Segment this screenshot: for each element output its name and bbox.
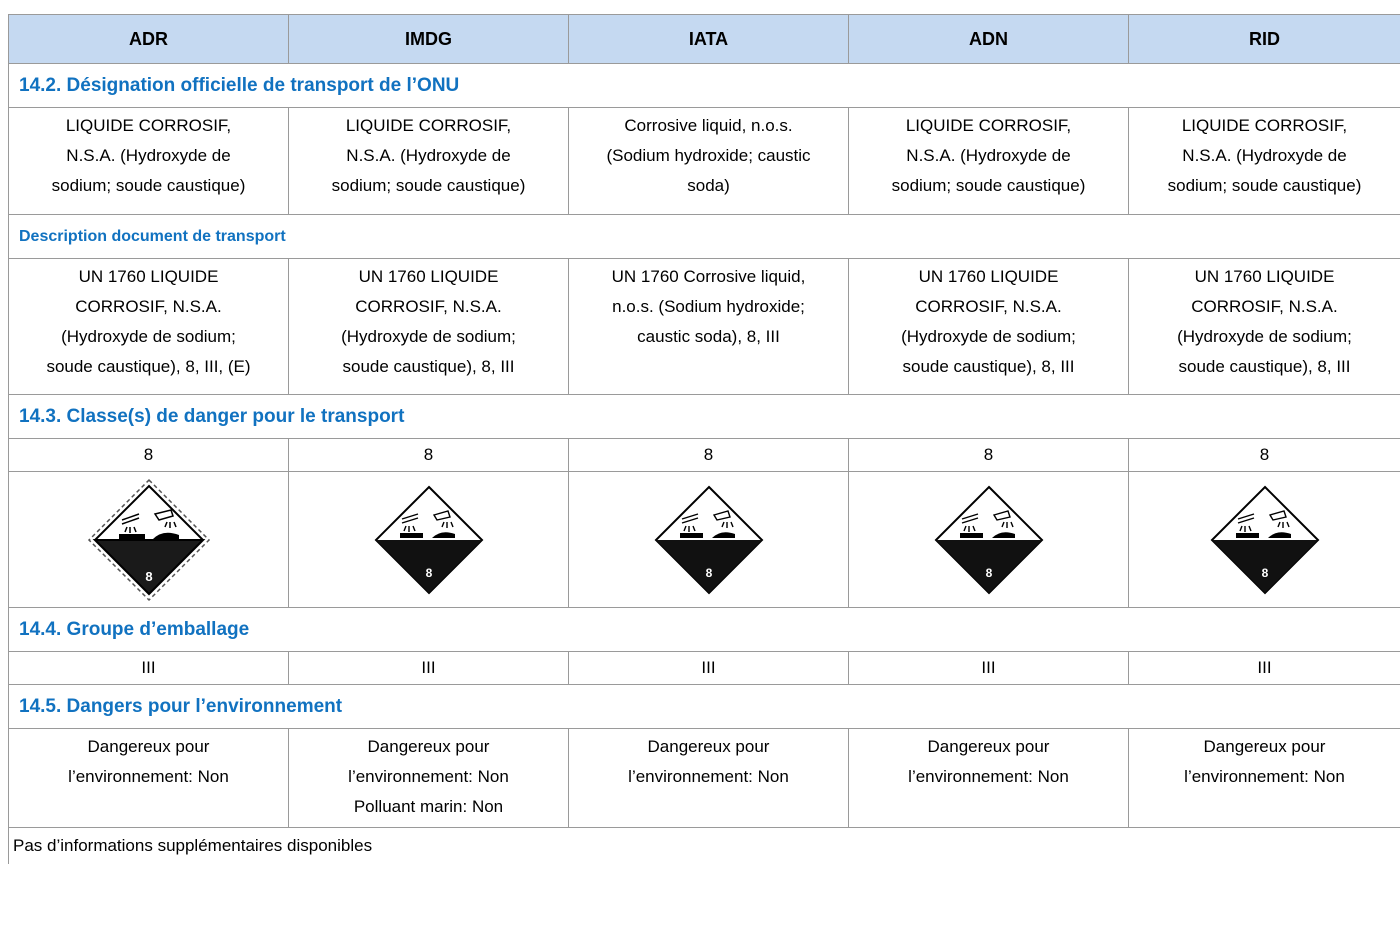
cell-line: (Hydroxyde de sodium;	[1177, 327, 1352, 346]
packing-group-imdg: III	[289, 652, 569, 685]
doc-description-imdg	[289, 259, 569, 395]
hazard-class-adn: 8	[849, 439, 1129, 472]
packing-group-iata: III	[569, 652, 849, 685]
packing-group-rid: III	[1129, 652, 1400, 685]
header-iata: IATA	[569, 15, 849, 64]
cell-line: caustic soda), 8, III	[637, 327, 780, 346]
cell-line: UN 1760 LIQUIDE	[918, 267, 1059, 286]
hazard-label-adr	[9, 472, 289, 608]
cell-line: l’environnement: Non	[908, 767, 1069, 786]
cell-line: LIQUIDE CORROSIF,	[65, 116, 232, 135]
section-title-14-5: 14.5. Dangers pour l’environnement	[9, 685, 1400, 729]
doc-description-row	[9, 259, 1400, 395]
cell-line: (Sodium hydroxide; caustic	[606, 146, 811, 165]
cell-line: CORROSIF, N.S.A.	[915, 297, 1062, 316]
cell-line: Dangereux pour	[87, 737, 210, 756]
cell-line: UN 1760 LIQUIDE	[1194, 267, 1335, 286]
un-name-iata	[569, 108, 849, 215]
hazard-label-imdg	[289, 472, 569, 608]
hazard-label-adn	[849, 472, 1129, 608]
additional-info-note: Pas d’informations supplémentaires disponibles	[9, 828, 1400, 865]
corrosive-placard-icon	[934, 485, 1044, 595]
cell-line: soude caustique), 8, III	[902, 357, 1075, 376]
cell-line: LIQUIDE CORROSIF,	[905, 116, 1072, 135]
hazard-class-iata: 8	[569, 439, 849, 472]
cell-line: n.o.s. (Sodium hydroxide;	[612, 297, 805, 316]
environment-row	[9, 729, 1400, 828]
hazard-class-rid: 8	[1129, 439, 1400, 472]
corrosive-placard-icon	[374, 485, 484, 595]
corrosive-placard-icon	[654, 485, 764, 595]
un-name-row	[9, 108, 1400, 215]
un-name-imdg	[289, 108, 569, 215]
hazard-class-row	[9, 439, 1400, 472]
header-adr: ADR	[9, 15, 289, 64]
un-name-rid	[1129, 108, 1400, 215]
un-name-adn	[849, 108, 1129, 215]
section-title-14-2: 14.2. Désignation officielle de transport de l’ONU	[9, 64, 1400, 108]
packing-group-row	[9, 652, 1400, 685]
cell-line: soude caustique), 8, III	[1178, 357, 1351, 376]
cell-line: l’environnement: Non	[1184, 767, 1345, 786]
cell-line: (Hydroxyde de sodium;	[61, 327, 236, 346]
cell-line: sodium; soude caustique)	[1167, 176, 1362, 195]
cell-line: CORROSIF, N.S.A.	[1191, 297, 1338, 316]
cell-line: sodium; soude caustique)	[891, 176, 1086, 195]
placard-number: 8	[1261, 565, 1268, 580]
hazard-class-adr: 8	[9, 439, 289, 472]
cell-line: Dangereux pour	[647, 737, 770, 756]
cell-line: sodium; soude caustique)	[51, 176, 246, 195]
header-rid: RID	[1129, 15, 1400, 64]
cell-line: LIQUIDE CORROSIF,	[1181, 116, 1348, 135]
cell-line: N.S.A. (Hydroxyde de	[66, 146, 231, 165]
cell-line: UN 1760 LIQUIDE	[358, 267, 499, 286]
cell-line: Dangereux pour	[367, 737, 490, 756]
hazard-class-imdg: 8	[289, 439, 569, 472]
cell-line: LIQUIDE CORROSIF,	[345, 116, 512, 135]
hazard-label-row	[9, 472, 1400, 608]
cell-line: (Hydroxyde de sodium;	[901, 327, 1076, 346]
cell-line: l’environnement: Non	[68, 767, 229, 786]
cell-line: UN 1760 LIQUIDE	[78, 267, 219, 286]
section-row-14-5	[9, 685, 1400, 729]
hazard-label-iata	[569, 472, 849, 608]
cell-line: CORROSIF, N.S.A.	[75, 297, 222, 316]
placard-number: 8	[985, 565, 992, 580]
cell-line: Dangereux pour	[927, 737, 1050, 756]
header-row	[9, 15, 1400, 64]
placard-number: 8	[144, 568, 153, 584]
cell-line: soude caustique), 8, III	[342, 357, 515, 376]
section-title-14-4: 14.4. Groupe d’emballage	[9, 608, 1400, 652]
doc-description-iata	[569, 259, 849, 395]
cell-line: l’environnement: Non	[348, 767, 509, 786]
environment-rid	[1129, 729, 1400, 828]
cell-line: N.S.A. (Hydroxyde de	[346, 146, 511, 165]
environment-iata	[569, 729, 849, 828]
section-row-14-4	[9, 608, 1400, 652]
cell-line: CORROSIF, N.S.A.	[355, 297, 502, 316]
environment-imdg	[289, 729, 569, 828]
un-name-adr	[9, 108, 289, 215]
section-title-doc-description: Description document de transport	[9, 215, 1400, 259]
corrosive-placard-icon	[1210, 485, 1320, 595]
cell-line: UN 1760 Corrosive liquid,	[611, 267, 806, 286]
cell-line: sodium; soude caustique)	[331, 176, 526, 195]
cell-line: N.S.A. (Hydroxyde de	[906, 146, 1071, 165]
additional-info-row	[9, 828, 1400, 865]
environment-adn	[849, 729, 1129, 828]
packing-group-adr: III	[9, 652, 289, 685]
placard-number: 8	[425, 565, 432, 580]
header-imdg: IMDG	[289, 15, 569, 64]
header-adn: ADN	[849, 15, 1129, 64]
environment-adr	[9, 729, 289, 828]
corrosive-placard-icon	[87, 478, 211, 602]
hazard-label-rid	[1129, 472, 1400, 608]
doc-description-adn	[849, 259, 1129, 395]
cell-line: l’environnement: Non	[628, 767, 789, 786]
placard-number: 8	[705, 565, 712, 580]
cell-line: soude caustique), 8, III, (E)	[46, 357, 251, 376]
cell-line: Corrosive liquid, n.o.s.	[624, 116, 793, 135]
doc-description-adr	[9, 259, 289, 395]
packing-group-adn: III	[849, 652, 1129, 685]
section-row-doc-description	[9, 215, 1400, 259]
cell-line: soda)	[687, 176, 730, 195]
section-row-14-3	[9, 395, 1400, 439]
cell-line: Dangereux pour	[1203, 737, 1326, 756]
cell-line: (Hydroxyde de sodium;	[341, 327, 516, 346]
section-row-14-2	[9, 64, 1400, 108]
transport-info-table	[8, 14, 1400, 864]
section-title-14-3: 14.3. Classe(s) de danger pour le transport	[9, 395, 1400, 439]
doc-description-rid	[1129, 259, 1400, 395]
cell-line: N.S.A. (Hydroxyde de	[1182, 146, 1347, 165]
cell-line: Polluant marin: Non	[353, 797, 504, 816]
